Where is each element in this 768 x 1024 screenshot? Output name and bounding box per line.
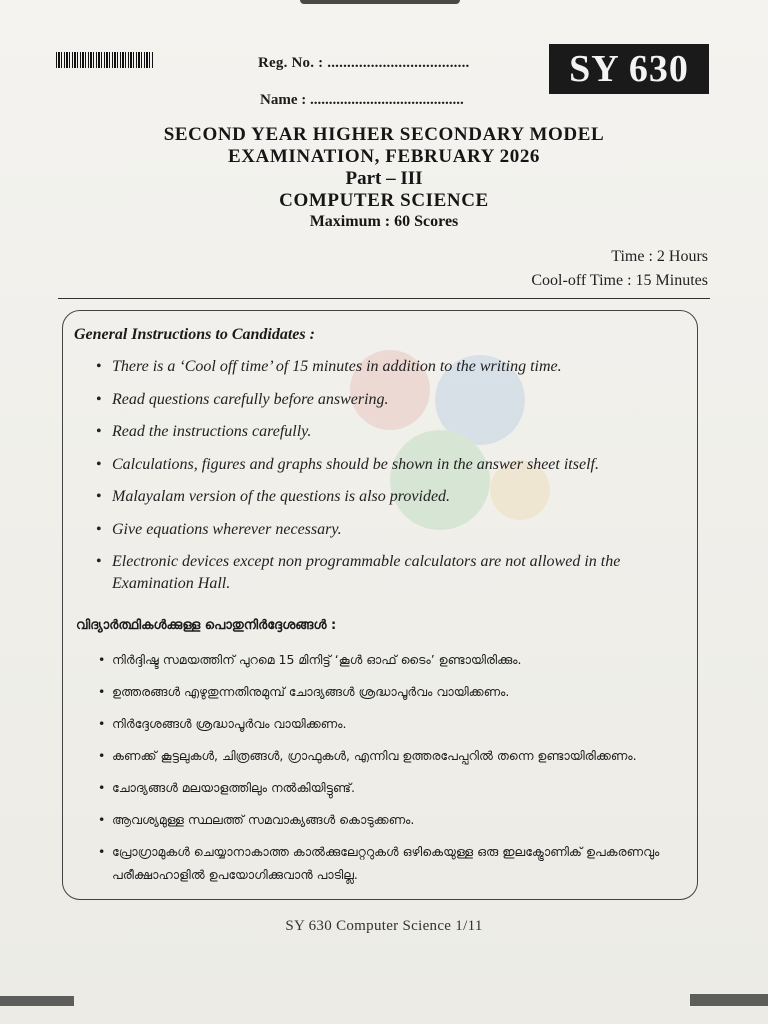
list-item: • നിർദ്ദിഷ്ട സമയത്തിന് പുറമെ 15 മിനിട്ട് ‘കൂൾ ഓഫ് ടൈം’ ഉണ്ടായിരിക്കും.: [98, 648, 683, 671]
barcode: [56, 52, 154, 68]
list-item: • നിർദ്ദേശങ്ങൾ ശ്രദ്ധാപൂർവം വായിക്കണം.: [98, 712, 683, 735]
scan-edge-right: [690, 994, 768, 1006]
page-footer: SY 630 Computer Science 1/11: [285, 918, 483, 934]
list-item: • Read questions carefully before answering.: [96, 389, 676, 411]
timing-block: [531, 245, 708, 293]
list-item: • ചോദ്യങ്ങൾ മലയാളത്തിലും നൽകിയിട്ടുണ്ട്.: [98, 776, 683, 799]
header-divider: [58, 298, 710, 299]
list-item: • Read the instructions carefully.: [96, 421, 676, 443]
list-item: • കണക്ക് കൂട്ടലുകൾ, ചിത്രങ്ങൾ, ഗ്രാഫുകൾ, എന്നിവ ഉത്തരപേപ്പറിൽ തന്നെ ഉണ്ടായിരിക്കണം.: [98, 744, 683, 767]
instructions-list-ml: [98, 648, 683, 895]
exam-title-line2: EXAMINATION, FEBRUARY 2026: [227, 146, 541, 167]
name-field: Name : .........................................: [260, 92, 464, 108]
scan-edge-left: [0, 996, 74, 1006]
scan-smudge: [300, 0, 460, 4]
list-item: • ഉത്തരങ്ങൾ എഴുതുന്നതിനുമുമ്പ് ചോദ്യങ്ങൾ ശ്രദ്ധാപൂർവം വായിക്കണം.: [98, 680, 683, 703]
exam-title-line1: SECOND YEAR HIGHER SECONDARY MODEL: [163, 124, 605, 145]
exam-part: Part – III: [345, 168, 423, 189]
list-item: • പ്രോഗ്രാമുകൾ ചെയ്യാനാകാത്ത കാൽക്കുലേറ്ററുകൾ ഒഴികെയുള്ള ഒരു ഇലക്ട്രോണിക് ഉപകരണവും പരീക്ഷാഹാളിൽ ഉപയോഗിക്കുവാൻ പാടില്ല.: [98, 840, 683, 886]
list-item: • ആവശ്യമുള്ള സ്ഥലത്ത് സമവാക്യങ്ങൾ കൊടുക്കണം.: [98, 808, 683, 831]
maximum-scores: Maximum : 60 Scores: [309, 213, 459, 230]
paper-code-badge: SY 630: [549, 44, 709, 94]
instructions-heading-ml: വിദ്യാർത്ഥികൾക്കുള്ള പൊതുനിർദ്ദേശങ്ങൾ :: [76, 618, 337, 633]
time-duration: Time : 2 Hours: [611, 248, 708, 265]
instructions-heading-en: General Instructions to Candidates :: [74, 326, 315, 343]
cool-off-time: Cool-off Time : 15 Minutes: [531, 272, 708, 289]
reg-no-field: Reg. No. : ....................................: [258, 55, 470, 71]
list-item: • Electronic devices except non programmable calculators are not allowed in the Examination Hall.: [96, 551, 676, 595]
instructions-list-en: [96, 356, 676, 606]
exam-subject: COMPUTER SCIENCE: [279, 190, 489, 211]
list-item: • Calculations, figures and graphs should be shown in the answer sheet itself.: [96, 454, 676, 476]
list-item: • Give equations wherever necessary.: [96, 519, 676, 541]
list-item: • Malayalam version of the questions is also provided.: [96, 486, 676, 508]
list-item: • There is a ‘Cool off time’ of 15 minutes in addition to the writing time.: [96, 356, 676, 378]
